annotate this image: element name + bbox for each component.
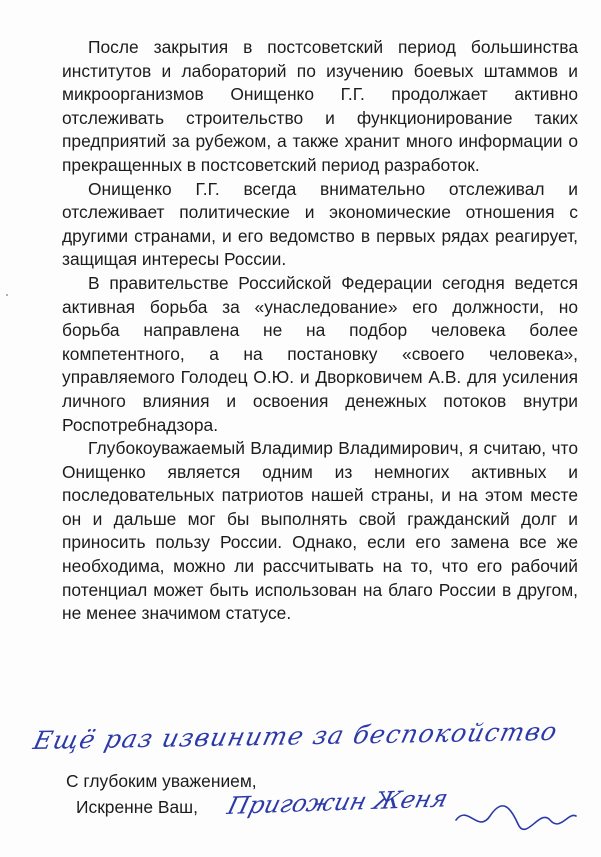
closing-sincerely: Искренне Ваш, — [76, 797, 198, 817]
handwritten-apology-note: Ещё раз извините за беспокойство — [30, 716, 561, 755]
closing-regards: С глубоким уважением, — [66, 771, 257, 791]
paragraph-2: Онищенко Г.Г. всегда внимательно отслеживал и отслеживает политические и экономические отношения с другими странами, и его ведомство в первых рядах реагирует, защищая интересы России. — [62, 178, 578, 270]
signature-flourish-stroke — [456, 806, 576, 830]
paragraph-1: После закрытия в постсоветский период большинства институтов и лабораторий по изучению боевых штаммов и микроорганизмов Онищенко Г.Г. продолжает активно отслеживать строительство и функционирование таких предприятий за рубежом, а также хранит много информации о прекращенных в постсоветский период разработок. — [62, 37, 578, 175]
signature-flourish — [228, 786, 578, 846]
signature-text: Пригожин Женя — [224, 784, 451, 820]
paragraph-3: В правительстве Российской Федерации сегодня ведется активная борьба за «унаследование» его должности, но борьба направлена не на подбор человека более компетентного, а на постановку «своего человека», управляемого Голодец О.Ю. и Дворковичем А.В. для усиления личного влияния и освоения денежных потоков внутри Роспотребнадзора. — [62, 272, 578, 435]
letter-body — [62, 36, 578, 626]
scan-speck — [6, 294, 8, 296]
paragraph-4: Глубокоуважаемый Владимир Владимирович, я считаю, что Онищенко является одним из немногих активных и последовательных патриотов нашей страны, и на этом месте он и дальше мог бы выполнять свой гражданский долг и приносить пользу России. Однако, если его замена все же необходима, можно ли рассчитывать на то, что его рабочий потенциал может быть использован на благо России в другом, не менее значимом статусе. — [62, 438, 578, 624]
signature — [224, 784, 578, 846]
